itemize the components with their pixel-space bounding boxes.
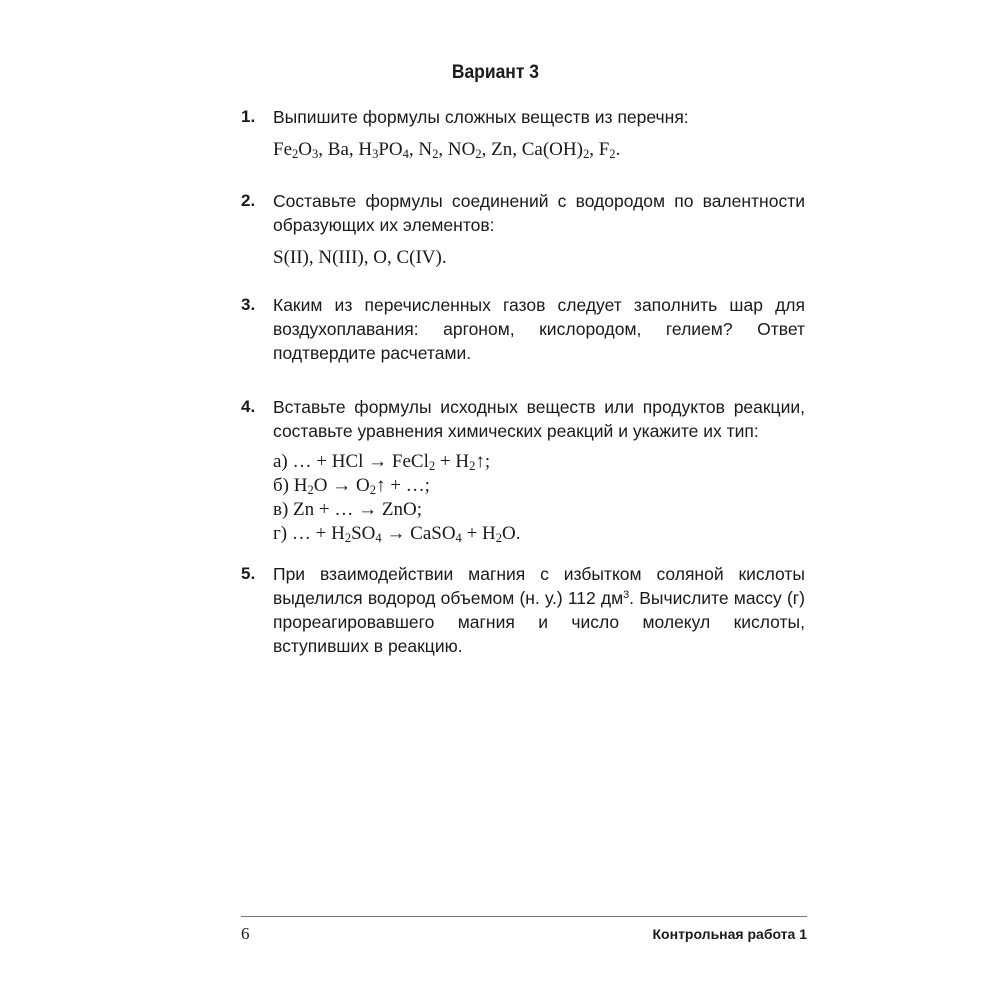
page-title: Вариант 3 [451, 62, 540, 83]
task-text: Выпишите формулы сложных веществ из перечня: [273, 107, 689, 127]
task-2 [241, 189, 805, 270]
task-number: 3. [241, 295, 256, 314]
running-footer-title: Контрольная работа 1 [652, 926, 807, 942]
task-number: 4. [241, 397, 256, 416]
page-number: 6 [241, 924, 250, 943]
reaction-line: в) Zn + … → ZnO; [273, 499, 422, 520]
reaction-line: г) … + $H_2SO_4$ → CaSO$_4$ + $H_2O$. [273, 523, 521, 546]
reaction-line: б) $H_2O$ → $O_2↑$ + …; [273, 475, 430, 498]
task-5 [241, 562, 805, 658]
task-number: 1. [241, 107, 256, 126]
footer-divider [241, 916, 807, 917]
task-4 [241, 395, 805, 546]
task-number: 2. [241, 191, 256, 210]
reaction-line: а) … + HCl → FeCl$_2$ + $H_2↑$; [273, 451, 491, 474]
task-number: 5. [241, 564, 256, 583]
task-text: Составьте формулы соединений с водородом по валентности образующих их элементов: [273, 191, 805, 235]
task-formula: S(II), N(III), O, C(IV). [273, 247, 447, 268]
task-3 [241, 293, 805, 365]
task-1 [241, 105, 805, 162]
task-text: Каким из перечисленных газов следует заполнить шар для воздухоплавания: аргоном, кислородом, гелием? Ответ подтвердите расчетами. [273, 295, 805, 363]
task-text: Вставьте формулы исходных веществ или продуктов реакции, составьте уравнения химических реакций и укажите их тип: [273, 397, 805, 441]
task-text: При взаимодействии магния с избытком соляной кислоты выделился водород объемом (н. у.) 112 $дм^3$. Вычислите массу (г) прореагировавшего магния и число молекул кислоты, вступивших в реакцию. [273, 564, 805, 656]
task-formula: $Fe_2O_3$, Ba, $H_3PO_4$, $N_2$, $NO_2$, Zn, $Ca(OH)_2$, $F_2$. [273, 139, 621, 162]
